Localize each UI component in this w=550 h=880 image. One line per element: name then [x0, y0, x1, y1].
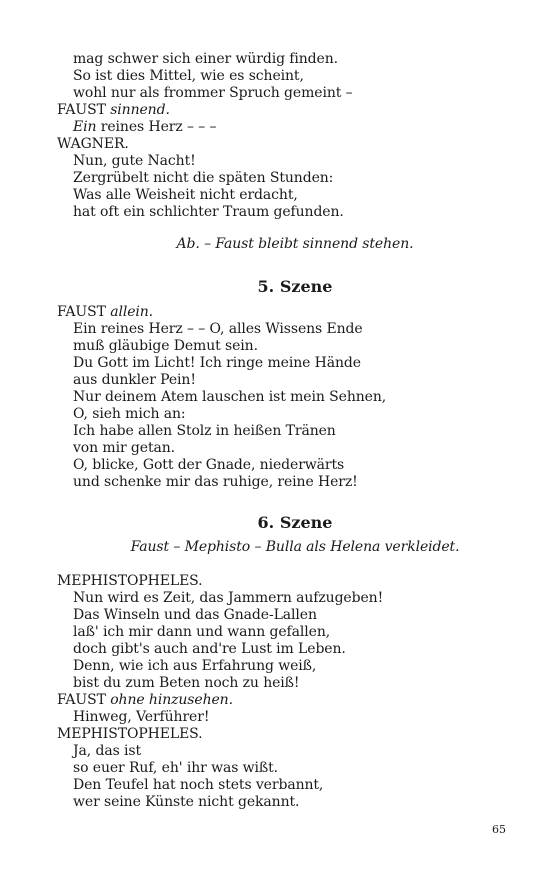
verse-line: Was alle Weisheit nicht erdacht, [73, 187, 298, 203]
verse-line: Ein reines Herz – – O, alles Wissens Ende [73, 321, 363, 337]
verse-line: Denn, wie ich aus Erfahrung weiß, [73, 658, 317, 674]
verse-line: bist du zum Beten noch zu heiß! [73, 675, 300, 691]
verse-line: muß gläubige Demut sein. [73, 338, 258, 354]
page-number: 65 [492, 823, 506, 836]
stage-direction: sinnend. [110, 102, 170, 118]
verse-line: O, sieh mich an: [73, 406, 186, 422]
speaker-name: FAUST [57, 692, 106, 708]
speaker-line [57, 304, 153, 321]
verse-line: So ist dies Mittel, wie es scheint, [73, 68, 304, 84]
verse-text: reines Herz – – – [96, 119, 217, 135]
verse-line: so euer Ruf, eh' ihr was wißt. [73, 760, 279, 776]
speaker-name: MEPHISTOPHELES. [57, 573, 203, 589]
verse-line: Nun wird es Zeit, das Jammern aufzugeben! [73, 590, 384, 606]
verse-line: doch gibt's auch and're Lust im Leben. [73, 641, 346, 657]
verse-line: wer seine Künste nicht gekannt. [73, 794, 300, 810]
scene-heading: 5. Szene [257, 277, 333, 296]
verse-line: O, blicke, Gott der Gnade, niederwärts [73, 457, 345, 473]
scene-heading: 6. Szene [257, 513, 333, 532]
verse-line: Du Gott im Licht! Ich ringe meine Hände [73, 355, 361, 371]
stage-direction: ohne hinzusehen. [110, 692, 233, 708]
verse-line: mag schwer sich einer würdig finden. [73, 51, 338, 67]
verse-line: laß' ich mir dann und wann gefallen, [73, 624, 331, 640]
speaker-name: FAUST [57, 304, 106, 320]
verse-line: Ja, das ist [73, 743, 141, 759]
verse-line: Den Teufel hat noch stets verbannt, [73, 777, 324, 793]
stage-direction: Ab. – Faust bleibt sinnend stehen. [176, 236, 414, 252]
speaker-name: FAUST [57, 102, 106, 118]
verse-line: Ich habe allen Stolz in heißen Tränen [73, 423, 336, 439]
verse-line: von mir getan. [73, 440, 175, 456]
verse-line: und schenke mir das ruhige, reine Herz! [73, 474, 358, 490]
stage-direction: allein. [110, 304, 154, 320]
speaker-line [57, 692, 233, 709]
verse-line: wohl nur als frommer Spruch gemeint – [73, 85, 353, 101]
verse-line: Zergrübelt nicht die späten Stunden: [73, 170, 334, 186]
verse-line: Hinweg, Verführer! [73, 709, 210, 725]
verse-line: Nur deinem Atem lauschen ist mein Sehnen, [73, 389, 387, 405]
emphasis-text: Ein [73, 119, 97, 135]
verse-line: hat oft ein schlichter Traum gefunden. [73, 204, 344, 220]
speaker-line [57, 102, 170, 119]
verse-line: aus dunkler Pein! [73, 372, 196, 388]
speaker-name: WAGNER. [57, 136, 129, 152]
stage-direction: Faust – Mephisto – Bulla als Helena verkleidet. [130, 539, 460, 555]
verse-line: Nun, gute Nacht! [73, 153, 196, 169]
verse-line: Das Winseln und das Gnade-Lallen [73, 607, 317, 623]
speaker-name: MEPHISTOPHELES. [57, 726, 203, 742]
verse-line [73, 119, 216, 136]
